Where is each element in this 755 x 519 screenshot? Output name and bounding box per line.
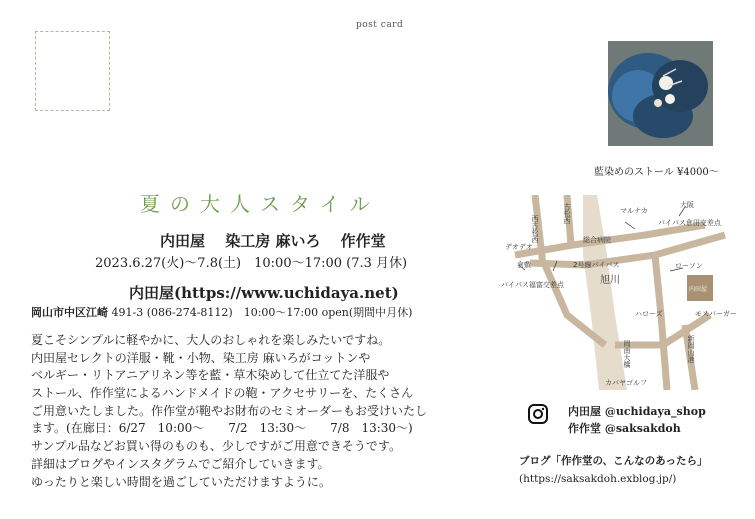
map-label-route2: 2号線バイパス bbox=[573, 261, 620, 269]
body-line: ベルギー・リトアニアリネン等を藍・草木染めして仕立てた洋服や bbox=[31, 368, 390, 383]
map-label-kabaya-golf: カバヤゴルフ bbox=[605, 379, 647, 387]
headline: 夏の大人スタイル bbox=[140, 192, 380, 216]
blog-url[interactable]: (https://saksakdoh.exblog.jp/) bbox=[519, 473, 677, 485]
shops-line: 内田屋 染工房 麻いろ 作作堂 bbox=[160, 232, 386, 250]
map-label-furuma: 古松西 bbox=[563, 203, 571, 224]
body-text bbox=[31, 332, 427, 491]
postcard-label: post card bbox=[356, 20, 404, 30]
venue-address: 岡山市中区江崎 bbox=[31, 306, 108, 319]
access-map bbox=[495, 195, 745, 390]
venue-details: 491-3 (086-274-8112) 10:00～17:00 open(期間中月休) bbox=[111, 306, 413, 319]
blog-title: ブログ「作作堂の、こんなのあったら」 bbox=[519, 455, 708, 467]
map-label-new-port: 新岡山港 bbox=[687, 335, 695, 363]
instagram-accounts bbox=[568, 403, 706, 437]
body-line: 内田屋セレクトの洋服・靴・小物、染工房 麻いろがコットンや bbox=[31, 350, 371, 365]
body-line: ご用意いたしました。作作堂が鞄やお財布のセミオーダーもお受けいたし bbox=[31, 403, 428, 418]
map-label-deodeo: デオデオ bbox=[505, 243, 533, 251]
dates-line: 2023.6.27(火)～7.8(土) 10:00～17:00 (7.3 月休) bbox=[95, 256, 408, 271]
body-line: ゆったりと楽しい時間を過ごしていただけますように。 bbox=[31, 474, 331, 489]
map-label-osaka: 大阪 bbox=[680, 201, 694, 209]
map-label-river: 旭川 bbox=[600, 275, 620, 286]
stamp-box bbox=[35, 31, 110, 111]
body-line: ます。(在廊日：6/27 10:00～ 7/2 13:30～ 7/8 13:30～) bbox=[31, 421, 413, 436]
map-label-lawson: ローソン bbox=[675, 262, 703, 270]
map-label-hallows: ハローズ bbox=[635, 310, 663, 318]
blog-info bbox=[519, 452, 707, 488]
venue-info bbox=[31, 304, 412, 320]
map-label-hospital: 総合病院 bbox=[583, 236, 611, 244]
venue-name: 内田屋(https://www.uchidaya.net) bbox=[129, 284, 399, 302]
map-label-bypass-kurata: バイパス倉田交差点 bbox=[658, 219, 721, 227]
map-label-marunaka: マルナカ bbox=[620, 207, 648, 215]
indigo-stole-image bbox=[608, 41, 713, 146]
river-shape bbox=[583, 195, 627, 390]
body-line: 詳細はブログやインスタグラムでご紹介していきます。 bbox=[31, 456, 330, 471]
instagram-saksakdoh: 作作堂 @saksakdoh bbox=[568, 422, 681, 435]
product-photo bbox=[608, 41, 713, 146]
map-label-kurashiki: 倉敷 bbox=[517, 261, 531, 269]
map-label-nishifuruma: 西古松西 bbox=[531, 215, 539, 243]
map-label-mos: モスバーガー bbox=[695, 310, 737, 318]
instagram-uchidaya: 内田屋 @uchidaya_shop bbox=[568, 405, 706, 418]
body-line: ストール、作作堂によるハンドメイドの鞄・アクセサリーを、たくさん bbox=[31, 386, 414, 401]
body-line: サンプル品などお買い得のものも、少しですがご用意できそうです。 bbox=[31, 439, 401, 454]
photo-caption: 藍染めのストール ¥4000～ bbox=[594, 167, 719, 178]
map-label-shop: 内田屋 bbox=[689, 286, 708, 293]
map-label-okanan-bridge: 岡南大橋 bbox=[623, 340, 631, 368]
instagram-icon bbox=[528, 404, 548, 424]
map-label-bypass-fukutomi: バイパス福富交差点 bbox=[501, 281, 564, 289]
body-line: 夏こそシンプルに軽やかに、大人のおしゃれを楽しみたいですね。 bbox=[31, 333, 391, 347]
